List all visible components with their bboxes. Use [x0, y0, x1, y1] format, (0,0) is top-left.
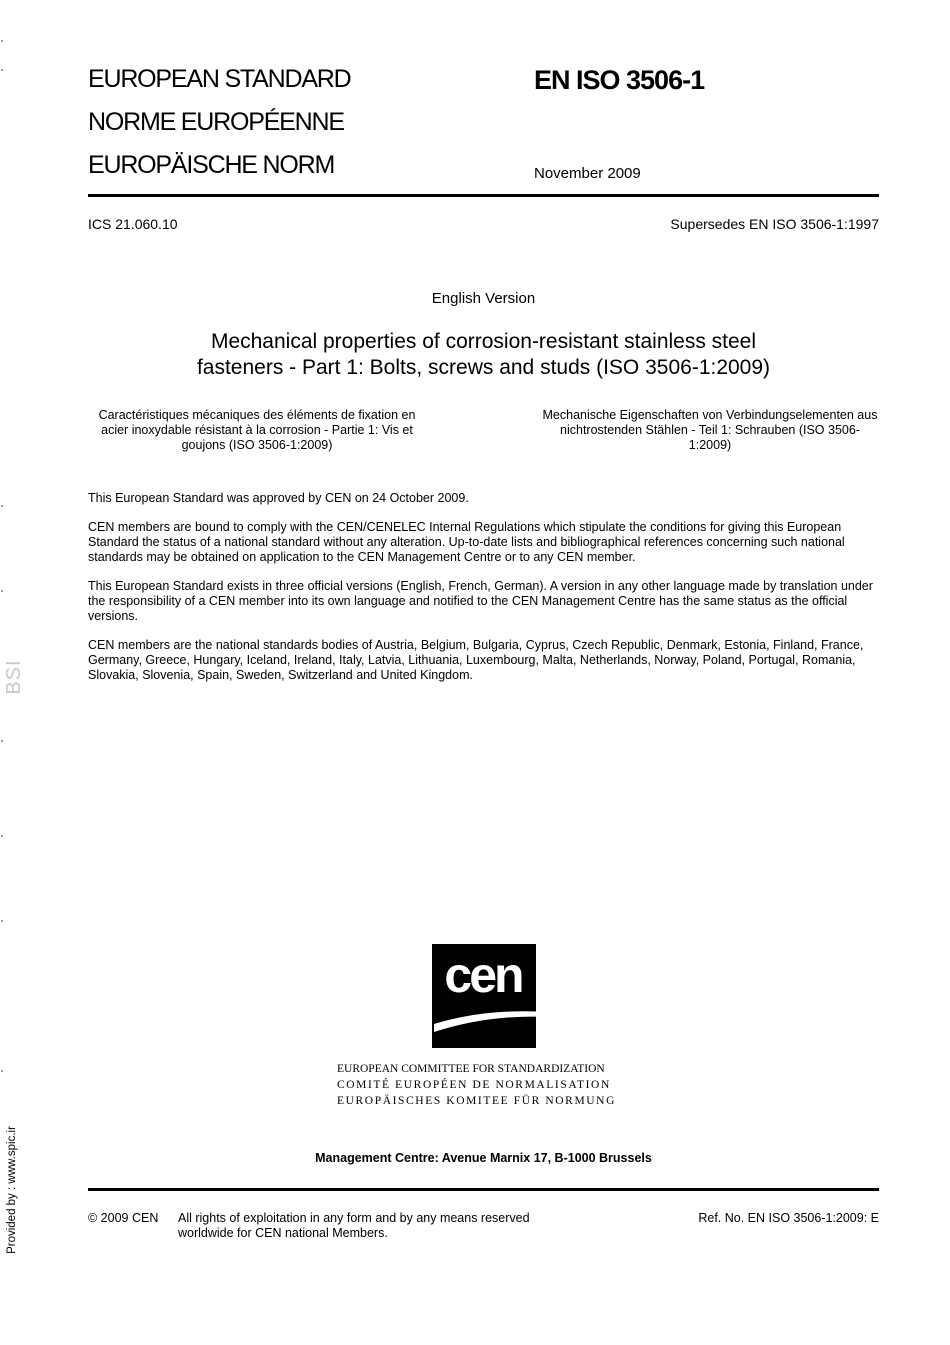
- document-title: [150, 329, 817, 381]
- reference-number: Ref. No. EN ISO 3506-1:2009: E: [698, 1211, 879, 1225]
- margin-dot: [1, 505, 3, 507]
- publication-date: November 2009: [534, 165, 641, 182]
- approval-paragraph: This European Standard was approved by CEN on 24 October 2009.: [88, 491, 469, 505]
- cen-logo: [428, 942, 552, 1049]
- title-german: EUROPÄISCHE NORM: [88, 151, 335, 179]
- title-french: NORME EUROPÉENNE: [88, 108, 344, 136]
- bsi-watermark: BSI: [3, 659, 25, 695]
- margin-dot: [1, 40, 3, 42]
- margin-dot: [1, 69, 3, 71]
- copyright-notice: © 2009 CEN: [88, 1211, 159, 1225]
- committee-name-de: EUROPÄISCHES KOMITEE FÜR NORMUNG: [337, 1095, 616, 1107]
- standard-number: EN ISO 3506-1: [534, 65, 705, 95]
- header-divider: [88, 194, 879, 197]
- margin-dot: [1, 920, 3, 922]
- versions-paragraph: This European Standard exists in three official versions (English, French, German). A version in any other language made by translation under the responsibility of a CEN member into its own language and notified to the CEN Management Centre has the same status as the official versions.: [88, 579, 873, 623]
- german-title: Mechanische Eigenschaften von Verbindungselementen aus nichtrostenden Stählen - Teil 1: Schrauben (ISO 3506-1:2009): [542, 408, 878, 452]
- margin-dot: [1, 590, 3, 592]
- committee-name-fr: COMITÉ EUROPÉEN DE NORMALISATION: [337, 1079, 611, 1091]
- document-title-line: fasteners - Part 1: Bolts, screws and studs (ISO 3506-1:2009): [196, 356, 771, 379]
- document-title-line: Mechanical properties of corrosion-resistant stainless steel: [210, 330, 757, 353]
- french-title: Caractéristiques mécaniques des éléments de fixation en acier inoxydable résistant à la corrosion - Partie 1: Vis et goujons (ISO 3506-1:2009): [98, 408, 416, 452]
- rights-statement: All rights of exploitation in any form and by any means reserved worldwide for CEN national Members.: [178, 1211, 530, 1240]
- regulations-paragraph: CEN members are bound to comply with the CEN/CENELEC Internal Regulations which stipulate the conditions for giving this European Standard the status of a national standard without any alteration. Up-to-date lists and bibliographical references concerning such national standards may be obtained on application to the CEN Management Centre or to any CEN member.: [88, 520, 845, 564]
- margin-dot: [1, 1070, 3, 1072]
- margin-dot: [1, 835, 3, 837]
- supersedes-note: Supersedes EN ISO 3506-1:1997: [670, 216, 879, 232]
- management-centre-address: Management Centre: Avenue Marnix 17, B-1000 Brussels: [315, 1151, 652, 1165]
- title-english: EUROPEAN STANDARD: [88, 65, 351, 93]
- ics-code: ICS 21.060.10: [88, 216, 178, 232]
- members-paragraph: CEN members are the national standards bodies of Austria, Belgium, Bulgaria, Cyprus, Czech Republic, Denmark, Estonia, Finland, France, Germany, Greece, Hungary, Iceland, Ireland, Italy, Latvia, Lithuania, Luxembourg, Malta, Netherlands, Norway, Poland, Portugal, Romania, Slovakia, Slovenia, Spain, Sweden, Switzerland and United Kingdom.: [88, 638, 864, 682]
- footer-divider: [88, 1188, 879, 1191]
- provided-by-note: Provided by : www.spic.ir: [6, 1126, 18, 1254]
- language-version: English Version: [431, 290, 536, 307]
- cen-logo-text: cen: [444, 947, 522, 1003]
- margin-dot: [1, 740, 3, 742]
- committee-name-en: EUROPEAN COMMITTEE FOR STANDARDIZATION: [337, 1063, 605, 1075]
